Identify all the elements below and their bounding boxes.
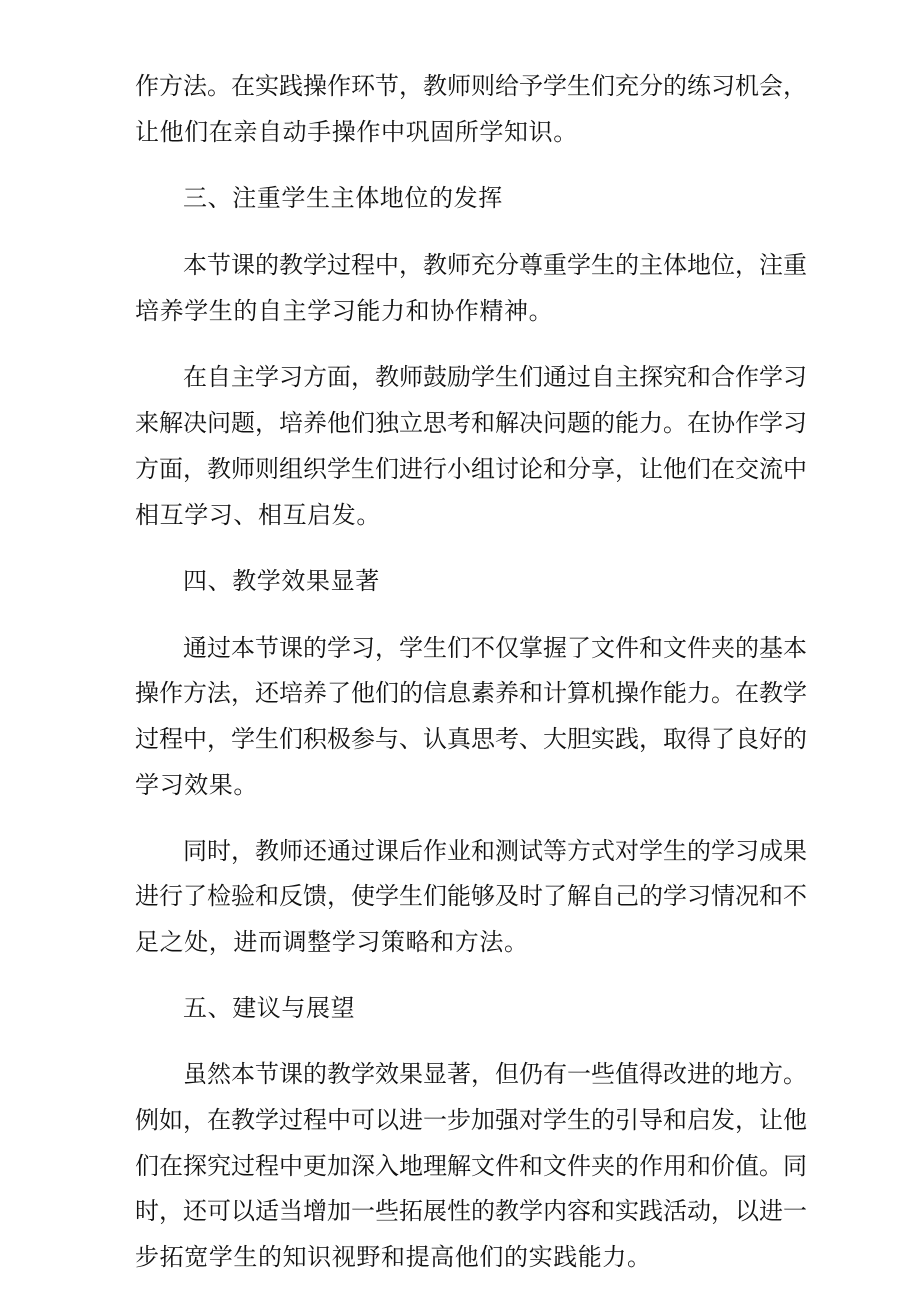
paragraph-line: 步拓宽学生的知识视野和提高他们的实践能力。 — [135, 1243, 652, 1271]
paragraph-line: 让他们在亲自动手操作中巩固所学知识。 — [135, 118, 578, 146]
paragraph-line: 在自主学习方面，教师鼓励学生们通过自主探究和合作学习 — [183, 363, 807, 391]
section-heading: 四、教学效果显著 — [183, 567, 380, 595]
paragraph-line: 相互学习、相互启发。 — [135, 501, 381, 529]
paragraph-line: 进行了检验和反馈，使学生们能够及时了解自己的学习情况和不 — [135, 882, 807, 910]
paragraph-line: 通过本节课的学习，学生们不仅掌握了文件和文件夹的基本 — [183, 634, 807, 662]
paragraph-line: 作方法。在实践操作环节，教师则给予学生们充分的练习机会， — [135, 72, 807, 100]
paragraph-line: 过程中，学生们积极参与、认真思考、大胆实践，取得了良好的 — [135, 725, 807, 753]
section-heading: 三、注重学生主体地位的发挥 — [183, 184, 503, 212]
paragraph-line: 们在探究过程中更加深入地理解文件和文件夹的作用和价值。同 — [135, 1152, 807, 1180]
paragraph-line: 学习效果。 — [135, 771, 258, 799]
paragraph-line: 方面，教师则组织学生们进行小组讨论和分享，让他们在交流中 — [135, 455, 807, 483]
paragraph-line: 同时，教师还通过课后作业和测试等方式对学生的学习成果 — [183, 837, 807, 865]
paragraph-line: 操作方法，还培养了他们的信息素养和计算机操作能力。在教学 — [135, 679, 807, 707]
paragraph-line: 来解决问题，培养他们独立思考和解决问题的能力。在协作学习 — [135, 409, 807, 437]
section-heading: 五、建议与展望 — [183, 994, 356, 1022]
paragraph-line: 培养学生的自主学习能力和协作精神。 — [135, 297, 554, 325]
paragraph-line: 本节课的教学过程中，教师充分尊重学生的主体地位，注重 — [183, 251, 807, 279]
paragraph-line: 虽然本节课的教学效果显著，但仍有一些值得改进的地方。 — [183, 1060, 807, 1088]
paragraph-line: 例如，在教学过程中可以进一步加强对学生的引导和启发，让他 — [135, 1106, 807, 1134]
paragraph-line: 时，还可以适当增加一些拓展性的教学内容和实践活动，以进一 — [135, 1197, 807, 1225]
paragraph-line: 足之处，进而调整学习策略和方法。 — [135, 928, 529, 956]
